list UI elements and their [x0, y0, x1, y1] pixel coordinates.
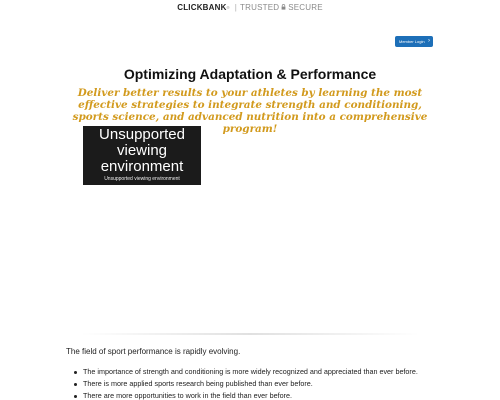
chevron-right-icon: ›	[428, 38, 430, 44]
section-divider	[80, 333, 420, 335]
badge-separator: |	[234, 2, 238, 12]
page-subtitle: Deliver better results to your athletes by learning the most effective strategies to integrate strength and conditioning, sports science, and advanced nutrition into a comprehensive program!	[72, 87, 428, 135]
member-login-button[interactable]	[395, 36, 433, 47]
registered-mark: ®	[226, 4, 230, 10]
video-player[interactable]	[83, 126, 201, 185]
trusted-label: TRUSTED	[240, 2, 280, 12]
list-item: The importance of strength and conditioning is more widely recognized and appreciated than ever before.	[66, 366, 486, 378]
secure-label: SECURE	[288, 2, 323, 12]
clickbank-trust-badge	[177, 3, 323, 12]
benefits-list	[66, 366, 486, 400]
list-item: There are more opportunities to work in the field than ever before.	[66, 390, 486, 400]
brand-name: CLICKBANK	[177, 2, 227, 12]
member-login-label: Member Login	[399, 39, 425, 44]
video-unsupported-caption: Unsupported viewing environment	[104, 176, 180, 182]
list-item: There is more applied sports research being published than ever before.	[66, 378, 486, 390]
video-unsupported-message: Unsupported viewing environment	[99, 126, 185, 175]
page-title: Optimizing Adaptation & Performance	[123, 66, 377, 82]
intro-text: The field of sport performance is rapidly evolving.	[66, 347, 241, 356]
lock-icon	[281, 4, 286, 10]
top-bar	[0, 0, 500, 14]
